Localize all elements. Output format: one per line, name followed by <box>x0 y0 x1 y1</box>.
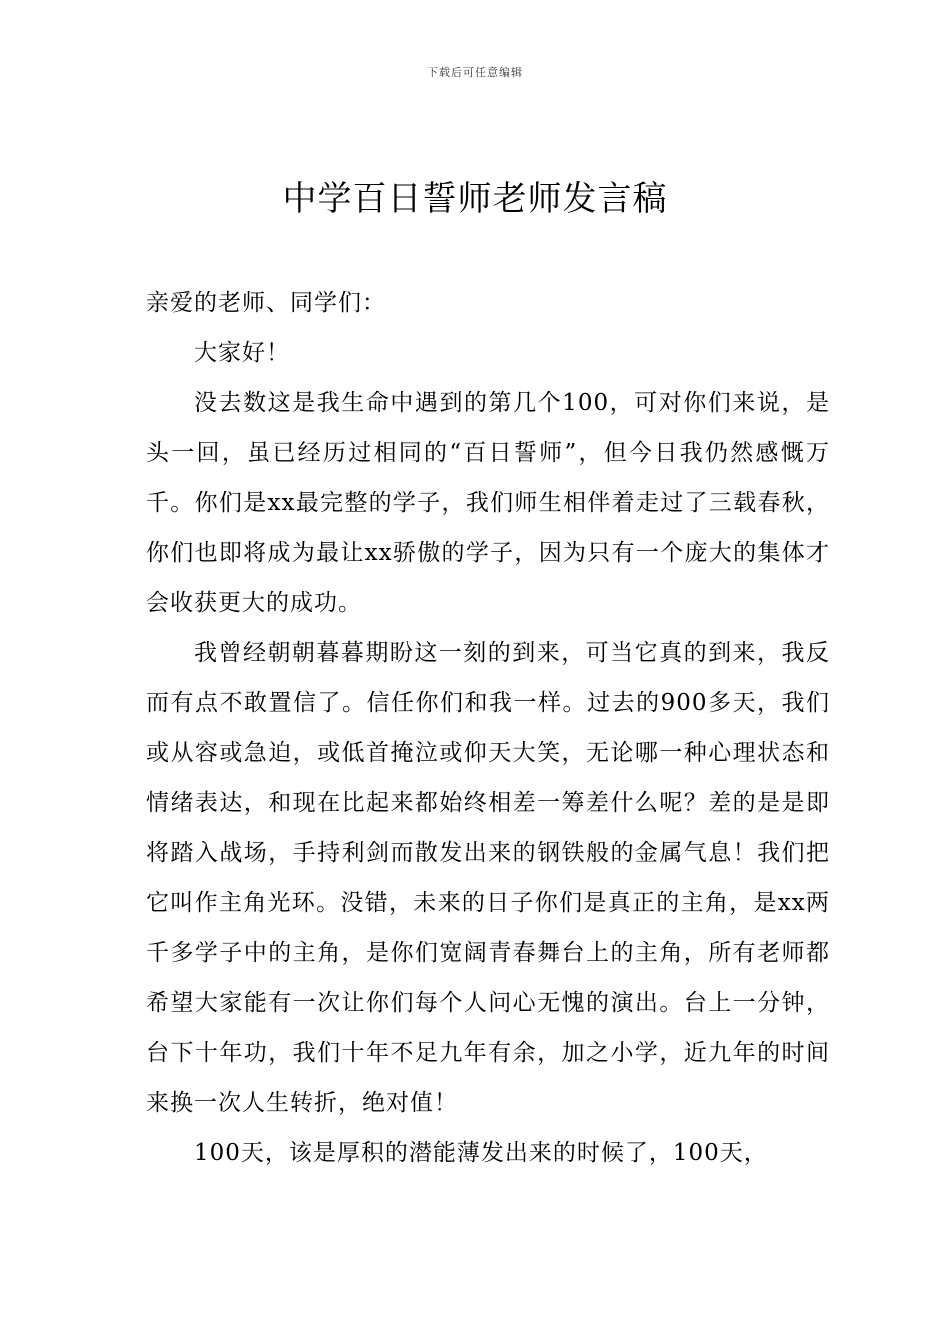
paragraph-3: 100天，该是厚积的潜能薄发出来的时候了，100天， <box>194 1140 768 1166</box>
document-title: 中学百日誓师老师发言稿 <box>282 179 668 219</box>
paragraph-2: 我曾经朝朝暮暮期盼这一刻的到来，可当它真的到来，我反而有点不敢置信了。信任你们和我一样。过去的900多天，我们或从容或急迫，或低首掩泣或仰天大笑，无论哪一种心理状态和情绪表达，和现在比起来都始终相差一筹差什么呢？差的是是即将踏入战场，手持利剑而散发出来的钢铁般的金属气息！我们把它叫作主角光环。没错，未来的日子你们是真正的主角，是xx两千多学子中的主角，是你们宽阔青春舞台上的主角，所有老师都希望大家能有一次让你们每个人问心无愧的演出。台上一分钟，台下十年功，我们十年不足九年有余，加之小学，近九年的时间来换一次人生转折，绝对值！ <box>146 640 830 1116</box>
paragraph-greeting: 大家好！ <box>194 340 290 366</box>
document-body <box>146 278 830 1178</box>
paragraph-1: 没去数这是我生命中遇到的第几个100，可对你们来说，是头一回，虽已经历过相同的“百日誓师”，但今日我仍然感慨万千。你们是xx最完整的学子，我们师生相伴着走过了三载春秋，你们也即将成为最让xx骄傲的学子，因为只有一个庞大的集体才会收获更大的成功。 <box>146 390 830 616</box>
salutation: 亲爱的老师、同学们： <box>146 290 386 316</box>
page-header-note: 下载后可任意编辑 <box>427 66 523 79</box>
